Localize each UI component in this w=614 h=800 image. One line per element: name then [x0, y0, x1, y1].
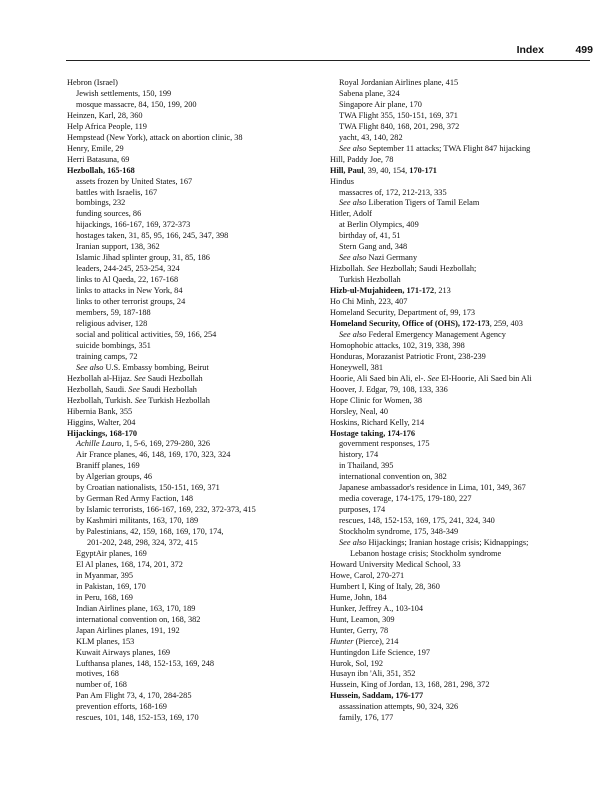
index-subentry: [330, 439, 592, 450]
entry-text: Jewish settlements, 150, 199: [76, 88, 172, 98]
index-subentry: [67, 669, 329, 680]
index-subentry: [67, 319, 329, 330]
index-entry: [67, 407, 329, 418]
index-subentry: [67, 297, 329, 308]
entry-text: EgyptAir planes, 169: [76, 548, 147, 558]
entry-text: assassination attempts, 90, 324, 326: [339, 702, 459, 712]
index-subentry: [330, 89, 592, 100]
entry-text: Howard University Medical School, 33: [330, 559, 461, 569]
index-subentry: [67, 691, 329, 702]
entry-text: links to other terrorist groups, 24: [76, 297, 186, 307]
index-entry: [67, 78, 329, 89]
entry-text: Hunter, Gerry, 78: [330, 625, 389, 635]
entry-text: assets frozen by United States, 167: [76, 176, 193, 186]
entry-text: by Croatian nationalists, 150-151, 169, 371: [76, 483, 220, 493]
index-subentry: [67, 363, 329, 374]
entry-text: Higgins, Walter, 204: [67, 417, 136, 427]
entry-text: history, 174: [339, 450, 379, 460]
index-subentry: [67, 209, 329, 220]
entry-text: Honduras, Morazanist Patriotic Front, 238-239: [330, 351, 486, 361]
header-rule: [66, 60, 590, 61]
entry-text: by Kashmiri militants, 163, 170, 189: [76, 516, 199, 526]
entry-text: bombings, 232: [76, 198, 126, 208]
entry-text: Hunter: [330, 636, 354, 646]
entry-text: Hezbollah, Saudi.: [67, 384, 129, 394]
index-column-right: [330, 78, 592, 724]
entry-text: in Thailand, 395: [339, 461, 394, 471]
entry-text: Homeland Security, Department of, 99, 173: [330, 308, 476, 318]
index-subentry: [330, 220, 592, 231]
entry-text: international convention on, 382: [339, 472, 447, 482]
index-subentry: [67, 242, 329, 253]
entry-text: hijackings, 166-167, 169, 372-373: [76, 220, 191, 230]
entry-text: See: [134, 395, 147, 405]
entry-text: Homeland Security, Office of (OHS), 172-173: [330, 318, 490, 328]
index-subentry: [330, 472, 592, 483]
index-subentry: [67, 286, 329, 297]
entry-text: Hijackings, 168-170: [67, 428, 138, 438]
index-subentry: [67, 253, 329, 264]
index-entry: [67, 166, 329, 177]
entry-text: See also: [339, 253, 367, 263]
index-subentry: [330, 231, 592, 242]
index-subentry: [330, 483, 592, 494]
index-subentry: [67, 615, 329, 626]
index-subentry: [330, 100, 592, 111]
index-entry: [330, 571, 592, 582]
index-subentry: [67, 177, 329, 188]
index-subentry: [330, 461, 592, 472]
index-entry: [67, 144, 329, 155]
entry-text: Stockholm syndrome, 175, 348-349: [339, 527, 459, 537]
index-entry: [330, 341, 592, 352]
entry-text: , 213: [434, 286, 451, 296]
entry-text: Pan Am Flight 73, 4, 170, 284-285: [76, 691, 192, 701]
entry-text: prevention efforts, 168-169: [76, 702, 167, 712]
entry-text: by Islamic terrorists, 166-167, 169, 232, 372-373, 415: [76, 505, 256, 515]
index-entry: [330, 319, 592, 330]
entry-text: links to attacks in New York, 84: [76, 286, 183, 296]
index-subentry: [330, 188, 592, 199]
entry-text: TWA Flight 840, 168, 201, 298, 372: [339, 121, 460, 131]
entry-text: Hussein, King of Jordan, 13, 168, 281, 298, 372: [330, 680, 490, 690]
entry-text: links to Al Qaeda, 22, 167-168: [76, 275, 179, 285]
index-subentry: [67, 702, 329, 713]
entry-text: Hezbollah; Saudi Hezbollah;: [378, 264, 477, 274]
index-subentry: [67, 100, 329, 111]
index-entry: [67, 122, 329, 133]
index-subentry: [330, 516, 592, 527]
entry-text: Husayn ibn 'Ali, 351, 352: [330, 669, 416, 679]
entry-text: government responses, 175: [339, 439, 430, 449]
index-entry: [330, 429, 592, 440]
entry-text: Herri Batasuna, 69: [67, 154, 130, 164]
index-entry: [330, 155, 592, 166]
entry-text: social and political activities, 59, 166, 254: [76, 329, 217, 339]
entry-text: TWA Flight 355, 150-151, 169, 371: [339, 110, 458, 120]
entry-text: Lebanon hostage crisis; Stockholm syndrome: [350, 548, 502, 558]
entry-text: hostages taken, 31, 85, 95, 166, 245, 347, 398: [76, 231, 229, 241]
index-entry: [67, 155, 329, 166]
entry-text: Hume, John, 184: [330, 592, 387, 602]
index-subentry: [67, 275, 329, 286]
index-entry: [330, 691, 592, 702]
index-subentry: [67, 549, 329, 560]
entry-text: Japanese ambassador's residence in Lima, 101, 349, 367: [339, 483, 526, 493]
entry-text: funding sources, 86: [76, 209, 142, 219]
index-column-left: [67, 78, 329, 724]
index-subentry: [67, 198, 329, 209]
entry-text: Humbert I, King of Italy, 28, 360: [330, 581, 440, 591]
entry-text: Hunker, Jeffrey A., 103-104: [330, 603, 424, 613]
entry-text: Hussein, Saddam, 176-177: [330, 691, 424, 701]
running-title: Index: [516, 44, 544, 56]
entry-text: 201-202, 248, 298, 324, 372, 415: [87, 538, 198, 548]
page-number: 499: [575, 44, 593, 56]
entry-text: Hijackings; Iranian hostage crisis; Kidnappings;: [366, 538, 529, 548]
index-subentry: [67, 220, 329, 231]
entry-text: Horsley, Neal, 40: [330, 406, 388, 416]
entry-text: Hope Clinic for Women, 38: [330, 395, 423, 405]
entry-text: Nazi Germany: [366, 253, 418, 263]
entry-text: Federal Emergency Management Agency: [366, 329, 506, 339]
entry-text: international convention on, 168, 382: [76, 614, 201, 624]
index-subentry: [67, 680, 329, 691]
entry-text: 170-171: [409, 165, 437, 175]
index-subentry: [330, 275, 592, 286]
entry-text: , 1, 5-6, 169, 279-280, 326: [121, 439, 211, 449]
entry-text: number of, 168: [76, 680, 127, 690]
entry-text: See also: [339, 198, 367, 208]
entry-text: (Pierce), 214: [353, 636, 399, 646]
entry-text: Howe, Carol, 270-271: [330, 570, 405, 580]
index-entry: [330, 418, 592, 429]
entry-text: Help Africa People, 119: [67, 121, 147, 131]
entry-text: , 259, 403: [489, 318, 523, 328]
entry-text: Hindus: [330, 176, 354, 186]
index-subentry: [67, 516, 329, 527]
index-entry: [330, 264, 592, 275]
entry-text: training camps, 72: [76, 351, 138, 361]
entry-text: Braniff planes, 169: [76, 461, 140, 471]
entry-text: See also: [76, 362, 104, 372]
entry-text: Hezbollah, 165-168: [67, 165, 135, 175]
index-entry: [330, 308, 592, 319]
index-entry: [67, 429, 329, 440]
entry-text: , 39, 40, 154,: [363, 165, 410, 175]
entry-text: See also: [339, 143, 367, 153]
entry-text: Islamic Jihad splinter group, 31, 85, 186: [76, 253, 210, 263]
entry-text: battles with Israelis, 167: [76, 187, 158, 197]
index-subentry: [67, 582, 329, 593]
index-entry: [330, 593, 592, 604]
entry-text: mosque massacre, 84, 150, 199, 200: [76, 99, 197, 109]
entry-text: Japan Airlines planes, 191, 192: [76, 625, 180, 635]
entry-text: Hunt, Leamon, 309: [330, 614, 395, 624]
entry-text: suicide bombings, 351: [76, 340, 151, 350]
entry-text: rescues, 148, 152-153, 169, 175, 241, 324, 340: [339, 516, 495, 526]
entry-text: Stern Gang and, 348: [339, 242, 408, 252]
index-subentry: [67, 330, 329, 341]
index-subentry: [330, 242, 592, 253]
index-subentry: [330, 133, 592, 144]
index-entry: [330, 626, 592, 637]
index-entry: [330, 209, 592, 220]
entry-text: at Berlin Olympics, 409: [339, 220, 419, 230]
entry-text: Heinzen, Karl, 28, 360: [67, 110, 143, 120]
index-subentry: [67, 604, 329, 615]
entry-text: See: [128, 384, 140, 394]
entry-text: Huntingdon Life Science, 197: [330, 647, 431, 657]
entry-text: Liberation Tigers of Tamil Eelam: [366, 198, 480, 208]
entry-text: Hizb-ul-Mujahideen, 171-172: [330, 286, 435, 296]
index-subentry: [330, 505, 592, 516]
entry-text: motives, 168: [76, 669, 119, 679]
index-subentry: [67, 571, 329, 582]
index-subentry: [67, 648, 329, 659]
running-header: [0, 44, 614, 58]
index-subentry: [330, 538, 592, 549]
entry-text: by Palestinians, 42, 159, 168, 169, 170, 174,: [76, 527, 224, 537]
entry-text: Hibernia Bank, 355: [67, 406, 133, 416]
entry-text: in Peru, 168, 169: [76, 592, 133, 602]
entry-text: Sabena plane, 324: [339, 88, 400, 98]
index-subentry: [67, 626, 329, 637]
index-subentry: [67, 527, 329, 538]
entry-text: Lufthansa planes, 148, 152-153, 169, 248: [76, 658, 215, 668]
index-entry: [67, 111, 329, 122]
entry-text: members, 59, 187-188: [76, 308, 151, 318]
entry-text: purposes, 174: [339, 505, 386, 515]
entry-text: religious adviser, 128: [76, 318, 148, 328]
index-entry: [330, 659, 592, 670]
index-subentry: [330, 253, 592, 264]
index-subentry: [330, 713, 592, 724]
entry-text: Hostage taking, 174-176: [330, 428, 416, 438]
index-entry: [67, 418, 329, 429]
index-subentry: [330, 549, 592, 560]
index-subentry: [330, 111, 592, 122]
index-subentry: [67, 659, 329, 670]
entry-text: U.S. Embassy bombing, Beirut: [103, 362, 209, 372]
entry-text: Ho Chi Minh, 223, 407: [330, 297, 408, 307]
entry-text: in Myanmar, 395: [76, 570, 134, 580]
entry-text: Kuwait Airways planes, 169: [76, 647, 171, 657]
entry-text: leaders, 244-245, 253-254, 324: [76, 264, 180, 274]
entry-text: Turkish Hezbollah: [339, 275, 401, 285]
index-subentry: [67, 472, 329, 483]
entry-text: Hezbollah, Turkish.: [67, 395, 135, 405]
index-entry: [330, 680, 592, 691]
index-entry: [67, 385, 329, 396]
index-subentry: [67, 560, 329, 571]
index-entry: [330, 297, 592, 308]
entry-text: Hoover, J. Edgar, 79, 108, 133, 336: [330, 384, 448, 394]
entry-text: See also: [339, 538, 367, 548]
entry-text: Achille Lauro: [76, 439, 122, 449]
index-subentry: [67, 341, 329, 352]
entry-text: Hezbollah al-Hijaz.: [67, 373, 135, 383]
index-entry: [330, 615, 592, 626]
entry-text: media coverage, 174-175, 179-180, 227: [339, 494, 472, 504]
entry-text: Air France planes, 46, 148, 169, 170, 323, 324: [76, 450, 231, 460]
index-entry: [330, 286, 592, 297]
index-subentry: [67, 713, 329, 724]
index-entry: [330, 177, 592, 188]
entry-text: Hebron (Israel): [67, 78, 118, 87]
index-subentry: [330, 702, 592, 713]
entry-text: Hempstead (New York), attack on abortion clinic, 38: [67, 132, 243, 142]
index-entry: [330, 582, 592, 593]
index-entry: [330, 604, 592, 615]
entry-text: Hizbollah.: [330, 264, 367, 274]
entry-text: El Al planes, 168, 174, 201, 372: [76, 559, 183, 569]
entry-text: See: [134, 373, 146, 383]
index-subentry: [67, 494, 329, 505]
entry-text: Hoorie, Ali Saed bin Ali, el-.: [330, 373, 428, 383]
index-subentry: [67, 89, 329, 100]
index-subentry: [67, 461, 329, 472]
index-subentry: [67, 505, 329, 516]
index-subentry: [330, 450, 592, 461]
entry-text: Saudi Hezbollah: [145, 373, 203, 383]
entry-text: Hill, Paddy Joe, 78: [330, 154, 394, 164]
index-subentry: [67, 450, 329, 461]
entry-text: Hitler, Adolf: [330, 209, 373, 219]
index-subentry: [67, 231, 329, 242]
entry-text: Honeywell, 381: [330, 362, 383, 372]
entry-text: rescues, 101, 148, 152-153, 169, 170: [76, 713, 199, 723]
entry-text: Indian Airlines plane, 163, 170, 189: [76, 603, 196, 613]
entry-text: in Pakistan, 169, 170: [76, 581, 146, 591]
entry-text: Royal Jordanian Airlines plane, 415: [339, 78, 459, 87]
entry-text: El-Hoorie, Ali Saed bin Ali: [439, 373, 532, 383]
entry-text: Saudi Hezbollah: [139, 384, 197, 394]
index-subentry: [330, 144, 592, 155]
index-subentry: [67, 188, 329, 199]
entry-text: September 11 attacks; TWA Flight 847 hijacking: [366, 143, 531, 153]
entry-text: See: [366, 264, 379, 274]
index-entry: [67, 374, 329, 385]
entry-text: by Algerian groups, 46: [76, 472, 153, 482]
index-entry: [330, 560, 592, 571]
index-entry: [330, 669, 592, 680]
entry-text: KLM planes, 153: [76, 636, 135, 646]
entry-text: Hurok, Sol, 192: [330, 658, 384, 668]
entry-text: yacht, 43, 140, 282: [339, 132, 403, 142]
entry-text: Turkish Hezbollah: [146, 395, 210, 405]
index-subentry: [67, 637, 329, 648]
entry-text: Homophobic attacks, 102, 319, 338, 398: [330, 340, 465, 350]
entry-text: Hoskins, Richard Kelly, 214: [330, 417, 425, 427]
index-entry: [330, 166, 592, 177]
entry-text: See also: [339, 329, 367, 339]
index-entry: [330, 352, 592, 363]
index-subentry: [330, 122, 592, 133]
index-entry: [330, 396, 592, 407]
index-subentry: [67, 593, 329, 604]
index-subentry: [330, 527, 592, 538]
index-entry: [67, 396, 329, 407]
index-subentry: [67, 264, 329, 275]
entry-text: Henry, Emile, 29: [67, 143, 124, 153]
index-subentry: [330, 78, 592, 89]
entry-text: See: [427, 373, 439, 383]
index-subentry: [330, 330, 592, 341]
index-subentry: [330, 494, 592, 505]
index-subentry: [67, 483, 329, 494]
index-entry: [330, 363, 592, 374]
index-entry: [330, 407, 592, 418]
entry-text: birthday of, 41, 51: [339, 231, 401, 241]
entry-text: family, 176, 177: [339, 713, 394, 723]
index-entry: [330, 374, 592, 385]
entry-text: Hill, Paul: [330, 165, 364, 175]
index-subentry: [67, 538, 329, 549]
index-entry: [330, 637, 592, 648]
index-entry: [67, 133, 329, 144]
index-subentry: [67, 352, 329, 363]
entry-text: massacres of, 172, 212-213, 335: [339, 187, 447, 197]
index-entry: [330, 648, 592, 659]
entry-text: Iranian support, 138, 362: [76, 242, 160, 252]
index-subentry: [67, 439, 329, 450]
index-subentry: [330, 198, 592, 209]
entry-text: Singapore Air plane, 170: [339, 99, 422, 109]
index-subentry: [67, 308, 329, 319]
entry-text: by German Red Army Faction, 148: [76, 494, 194, 504]
index-entry: [330, 385, 592, 396]
